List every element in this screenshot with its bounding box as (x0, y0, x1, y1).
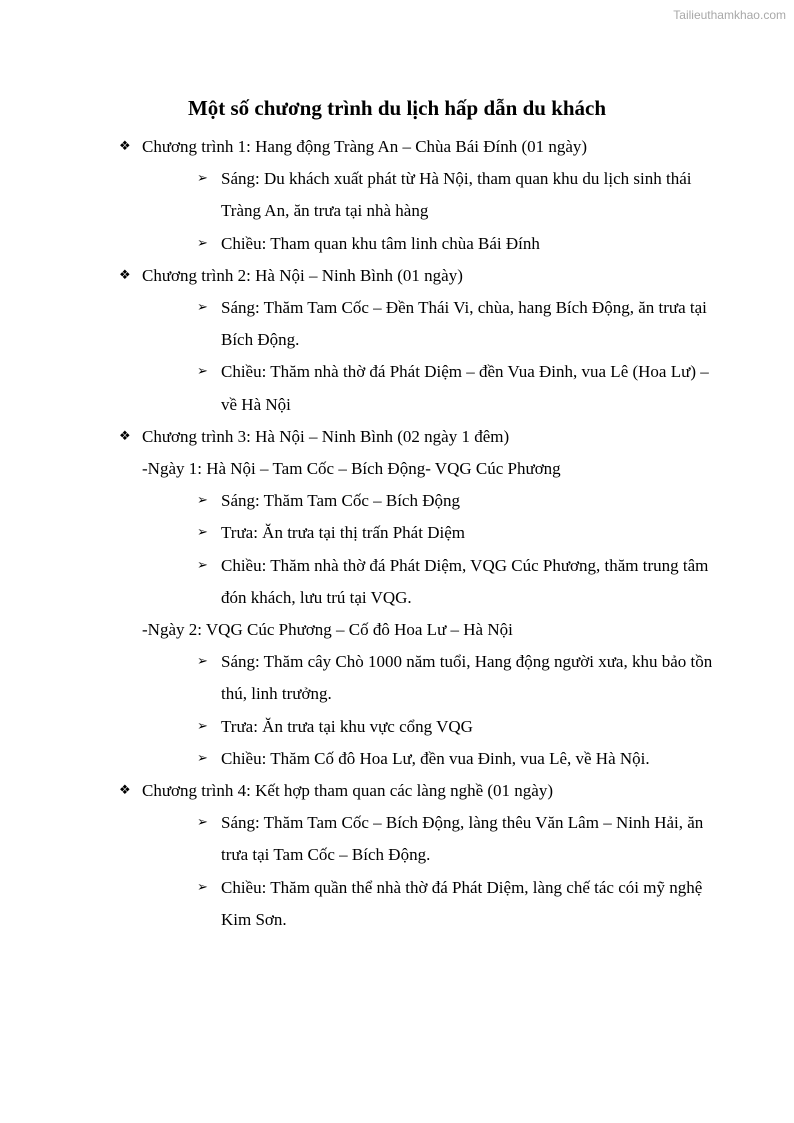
arrow-bullet-icon: ➢ (197, 815, 208, 831)
program-heading (0, 131, 794, 163)
arrow-bullet-icon: ➢ (197, 171, 208, 187)
diamond-bullet-icon: ❖ (119, 139, 131, 154)
list-item-text: Chiều: Tham quan khu tâm linh chùa Bái Đính (221, 233, 540, 253)
arrow-bullet-icon: ➢ (197, 525, 208, 541)
list-item-text: Sáng: Thăm Tam Cốc – Bích Động (221, 491, 460, 511)
arrow-bullet-icon: ➢ (197, 235, 208, 251)
list-item-text: Sáng: Thăm cây Chò 1000 năm tuổi, Hang động người xưa, khu bảo tồn thú, linh trưởng. (221, 652, 713, 704)
list-item (0, 711, 794, 743)
list-item-text: Chiều: Thăm quần thể nhà thờ đá Phát Diệm, làng chế tác cói mỹ nghệ Kim Sơn. (221, 877, 703, 929)
arrow-bullet-icon: ➢ (197, 718, 208, 734)
list-item-text: Sáng: Thăm Tam Cốc – Bích Động, làng thêu Văn Lâm – Ninh Hải, ăn trưa tại Tam Cốc – Bích Động. (221, 813, 704, 865)
list-item (0, 485, 794, 517)
program-heading (0, 775, 794, 807)
list-item (0, 517, 794, 549)
diamond-bullet-icon: ❖ (119, 428, 131, 444)
day-label: -Ngày 2: VQG Cúc Phương – Cố đô Hoa Lư – Hà Nội (142, 620, 513, 640)
arrow-bullet-icon: ➢ (197, 557, 208, 573)
program-heading (0, 260, 794, 292)
day-label: -Ngày 1: Hà Nội – Tam Cốc – Bích Động- VQG Cúc Phương (142, 459, 561, 479)
program-heading (0, 421, 794, 453)
program-heading-text: Chương trình 1: Hang động Tràng An – Chùa Bái Đính (01 ngày) (142, 137, 588, 156)
document-body (0, 131, 794, 936)
list-item (0, 292, 794, 356)
list-item-text: Chiều: Thăm nhà thờ đá Phát Diệm – đền Vua Đinh, vua Lê (Hoa Lư) – về Hà Nội (221, 362, 709, 414)
list-item-text: Trưa: Ăn trưa tại khu vực cổng VQG (221, 716, 473, 736)
program-heading-text: Chương trình 3: Hà Nội – Ninh Bình (02 ngày 1 đêm) (142, 426, 510, 446)
arrow-bullet-icon: ➢ (197, 364, 208, 380)
list-item-text: Trưa: Ăn trưa tại thị trấn Phát Diệm (221, 523, 465, 543)
arrow-bullet-icon: ➢ (197, 493, 208, 509)
program-heading-text: Chương trình 4: Kết hợp tham quan các làng nghề (01 ngày) (142, 781, 554, 801)
list-item-text: Chiều: Thăm nhà thờ đá Phát Diệm, VQG Cúc Phương, thăm trung tâm đón khách, lưu trú tại VQG. (221, 555, 709, 607)
diamond-bullet-icon: ❖ (119, 783, 131, 799)
list-item-text: Chiều: Thăm Cố đô Hoa Lư, đền vua Đinh, vua Lê, về Hà Nội. (221, 748, 650, 768)
page-title: Một số chương trình du lịch hấp dẫn du khách (187, 96, 607, 120)
list-item-text: Sáng: Du khách xuất phát từ Hà Nội, tham quan khu du lịch sinh thái Tràng An, ăn trưa tại nhà hàng (221, 169, 692, 221)
arrow-bullet-icon: ➢ (197, 750, 208, 766)
list-item (0, 872, 794, 936)
program-heading-text: Chương trình 2: Hà Nội – Ninh Bình (01 ngày) (142, 265, 463, 285)
list-item (0, 163, 794, 227)
arrow-bullet-icon: ➢ (197, 654, 208, 670)
list-item (0, 228, 794, 260)
diamond-bullet-icon: ❖ (119, 267, 131, 283)
list-item (0, 356, 794, 420)
list-item (0, 646, 794, 710)
list-item (0, 550, 794, 614)
list-item (0, 807, 794, 871)
arrow-bullet-icon: ➢ (197, 879, 208, 895)
list-item (0, 743, 794, 775)
arrow-bullet-icon: ➢ (197, 300, 208, 316)
list-item-text: Sáng: Thăm Tam Cốc – Đền Thái Vi, chùa, hang Bích Động, ăn trưa tại Bích Động. (221, 298, 707, 350)
watermark-text: Tailieuthamkhao.com (673, 8, 786, 22)
